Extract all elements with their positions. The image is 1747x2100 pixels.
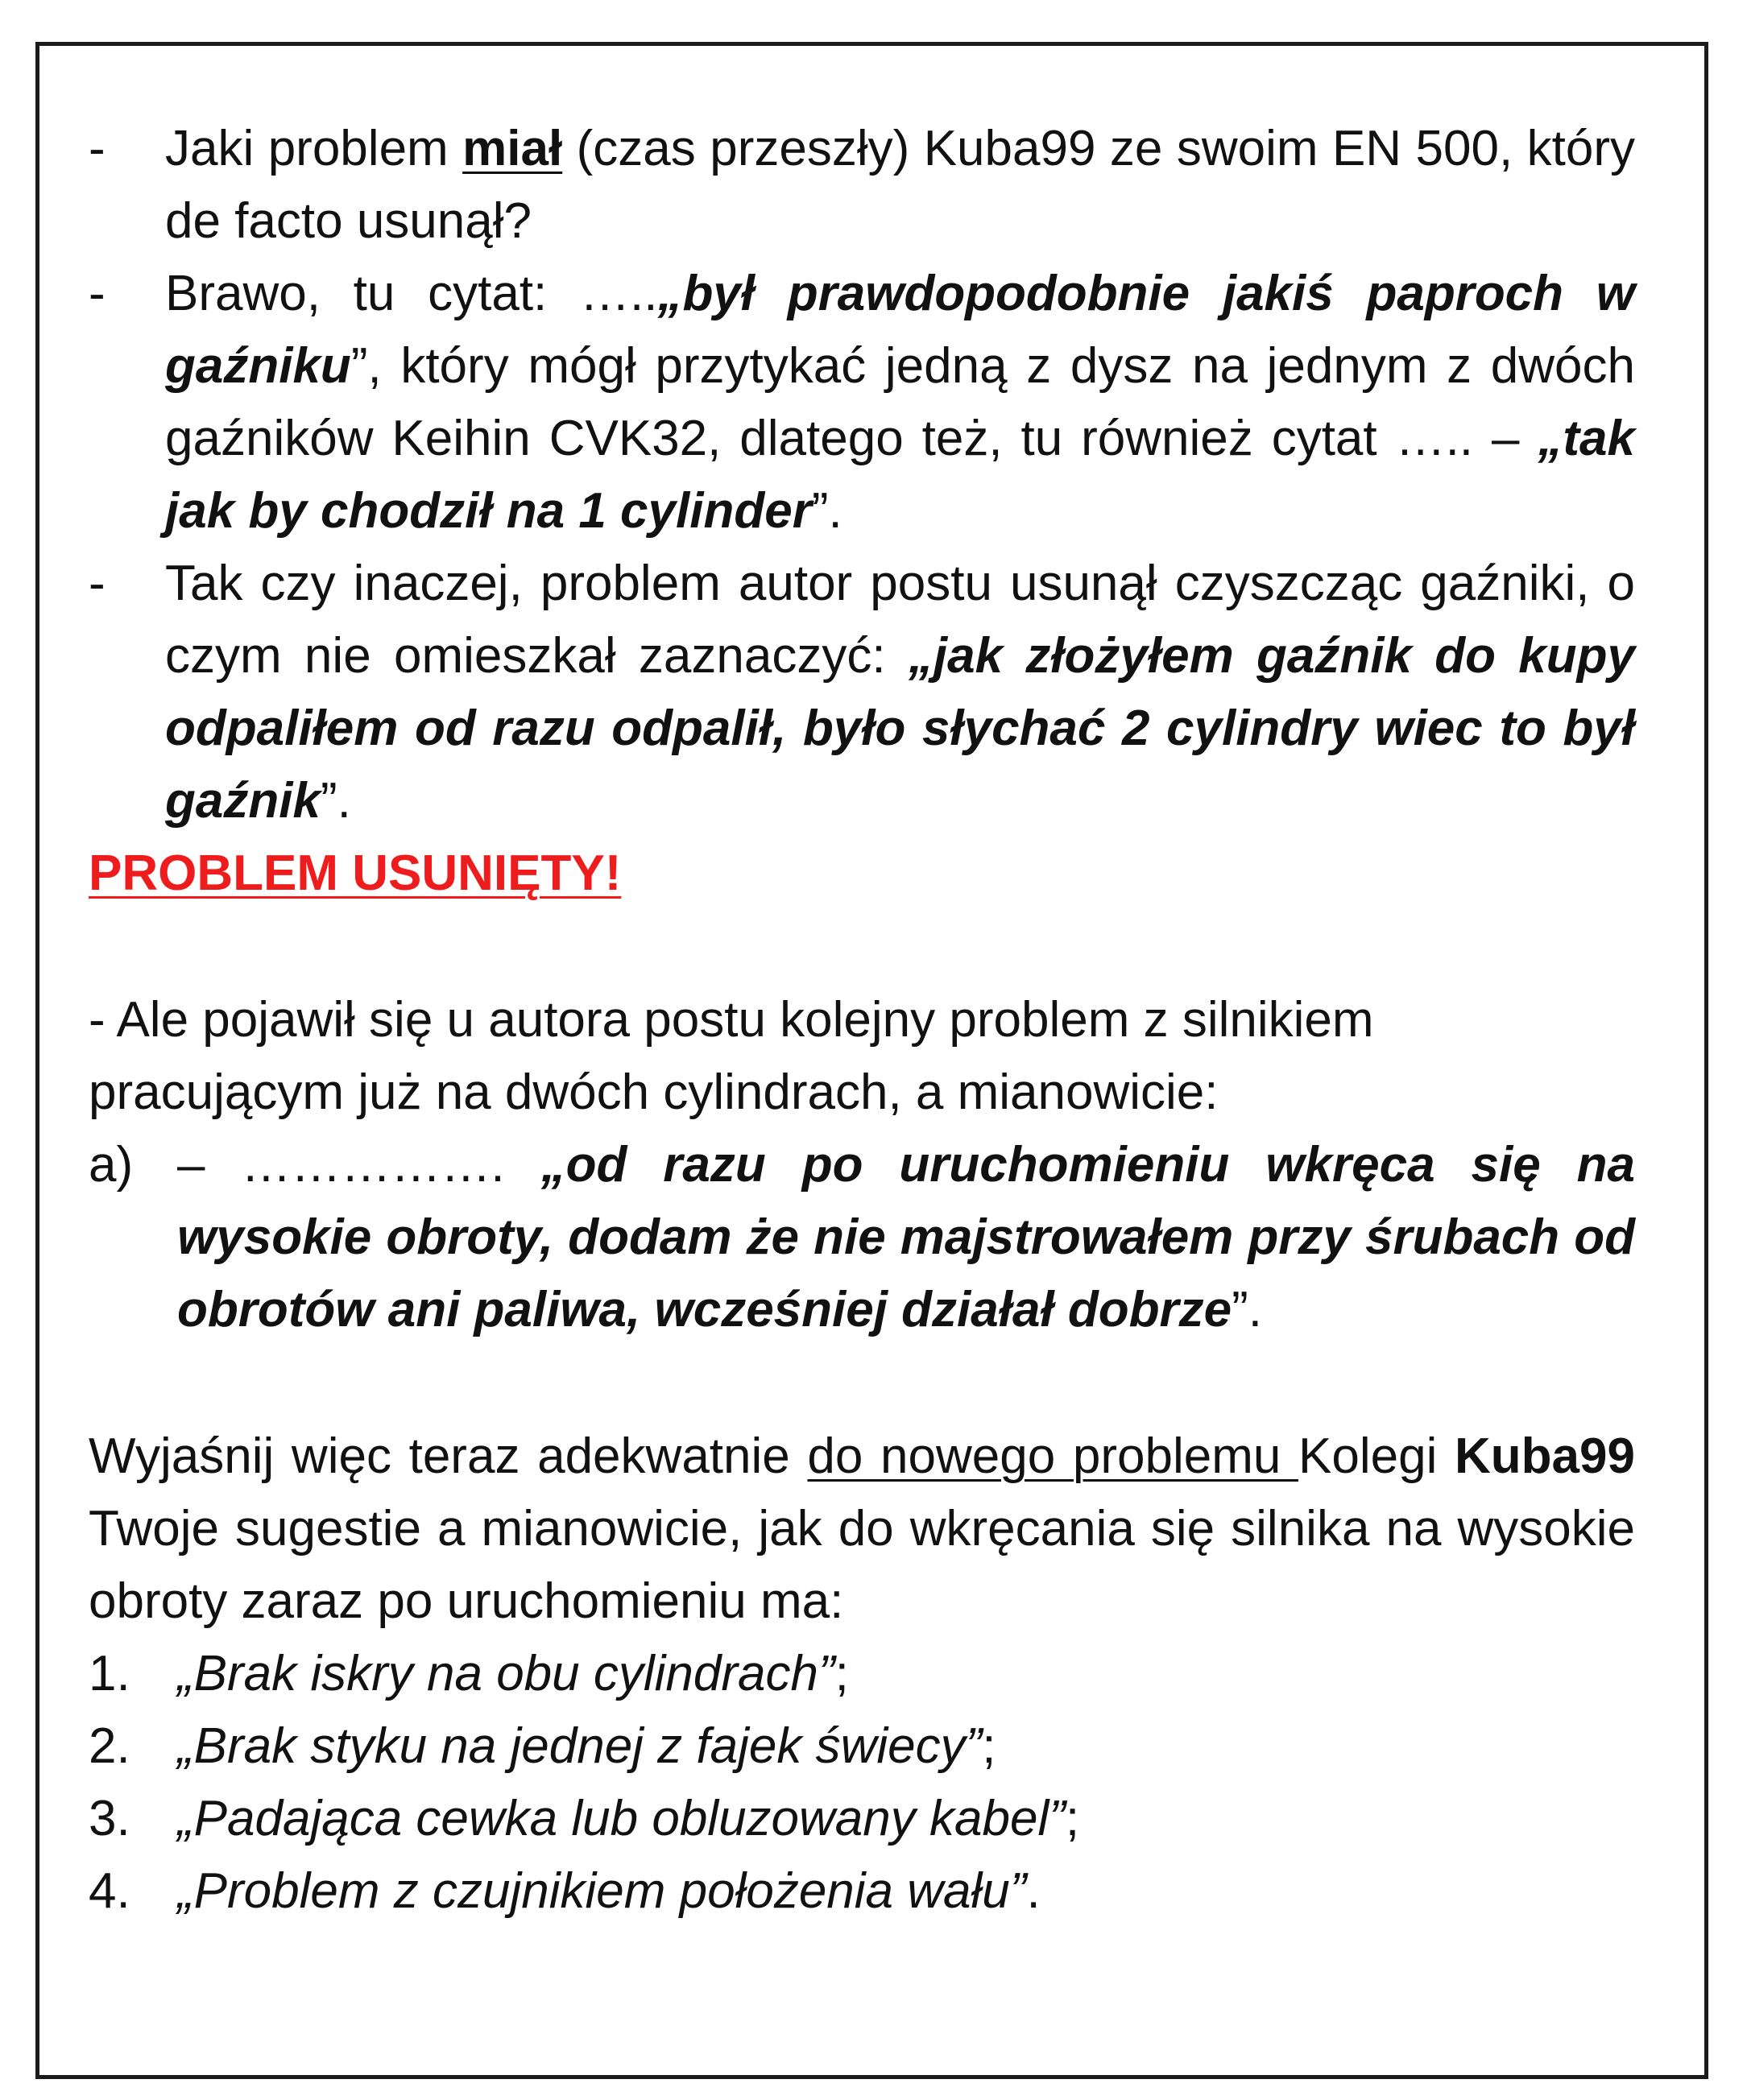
bullet-item-1 [89,113,1635,258]
item-number: 4. [89,1863,130,1919]
text-run: Wyjaśnij więc teraz adekwatnie [89,1428,808,1484]
punctuation: . [1026,1863,1041,1919]
new-problem-intro: - Ale pojawił się u autora postu kolejny problem z silnikiem pracującym już na dwóch cylindrach, a mianowicie: [89,992,1374,1120]
text-run: ”. [320,773,351,829]
suggestion-text [177,1783,1635,1855]
new-problem-text [177,1129,1635,1346]
suggestion-item-1 [89,1638,1635,1710]
suggestion-text [177,1710,1635,1783]
spacer [89,910,1635,984]
text-run: Kolegi [1298,1428,1455,1484]
bullet-text [165,258,1635,548]
bullet-item-3 [89,548,1635,837]
quote-text: „od razu po uruchomieniu wkręca się na wysokie obroty, dodam że nie majstrowałem przy śrubach od obrotów ani paliwa, wcześniej działał dobrze [177,1137,1635,1337]
suggestion-quote: „Problem z czujnikiem położenia wału” [177,1863,1027,1919]
bullet-item-2 [89,258,1635,548]
text-run: Jaki problem [165,121,463,176]
suggestion-quote: „Brak iskry na obu cylindrach” [177,1646,835,1701]
underlined-text: do nowego problemu [807,1428,1299,1484]
new-problem-item [89,1129,1635,1346]
item-number: 3. [89,1791,130,1846]
bullet-text [165,113,1635,258]
item-label: a) [89,1137,134,1193]
suggestion-item-3 [89,1783,1635,1855]
text-run: Twoje sugestie a mianowicie, jak do wkręcania się silnika na wysokie obroty zaraz po uruchomieniu ma: [89,1501,1635,1629]
question-paragraph [89,1420,1635,1638]
punctuation: ; [982,1718,996,1774]
bullet-marker: - [89,121,106,176]
text-run: – ……………. [177,1137,541,1193]
suggestion-text [177,1855,1635,1928]
bold-name: Kuba99 [1455,1428,1635,1484]
punctuation: ; [834,1646,849,1701]
item-number: 2. [89,1718,130,1774]
text-run: ”. [1232,1282,1263,1337]
quote-text: „jak złożyłem gaźnik do kupy odpaliłem od razu odpalił, było słychać 2 cylindry wiec to był gaźnik [165,628,1635,829]
status-heading [89,837,1635,910]
bullet-marker: - [89,556,106,611]
text-run: Tak czy inaczej, problem autor postu usunął czyszcząc gaźniki, o czym nie omieszkał zaznaczyć: [165,556,1635,684]
quote-text: „był prawdopodobnie jakiś paproch w gaźniku [165,266,1635,394]
punctuation: ; [1065,1791,1080,1846]
text-run: (czas przeszły) Kuba99 ze swoim EN 500, który de facto usunął? [165,121,1635,249]
suggestion-quote: „Brak styku na jednej z fajek świecy” [177,1718,983,1774]
text-run: Brawo, tu cytat: ….. [165,266,658,321]
emphasis-text: miał [462,121,563,176]
document-body [89,113,1635,1928]
text-run: ”. [811,483,842,539]
suggestion-quote: „Padająca cewka lub obluzowany kabel” [177,1791,1066,1846]
status-text: PROBLEM USUNIĘTY! [89,845,622,901]
spacer [89,1346,1635,1420]
item-number: 1. [89,1646,130,1701]
suggestion-item-4 [89,1855,1635,1928]
quote-text: „tak jak by chodził na 1 cylinder [165,411,1635,539]
suggestion-text [177,1638,1635,1710]
bullet-text [165,548,1635,837]
suggestion-item-2 [89,1710,1635,1783]
bullet-marker: - [89,266,106,321]
text-run: ”, który mógł przytykać jedną z dysz na jednym z dwóch gaźników Keihin CVK32, dlatego też, tu również cytat ….. – [165,338,1635,466]
